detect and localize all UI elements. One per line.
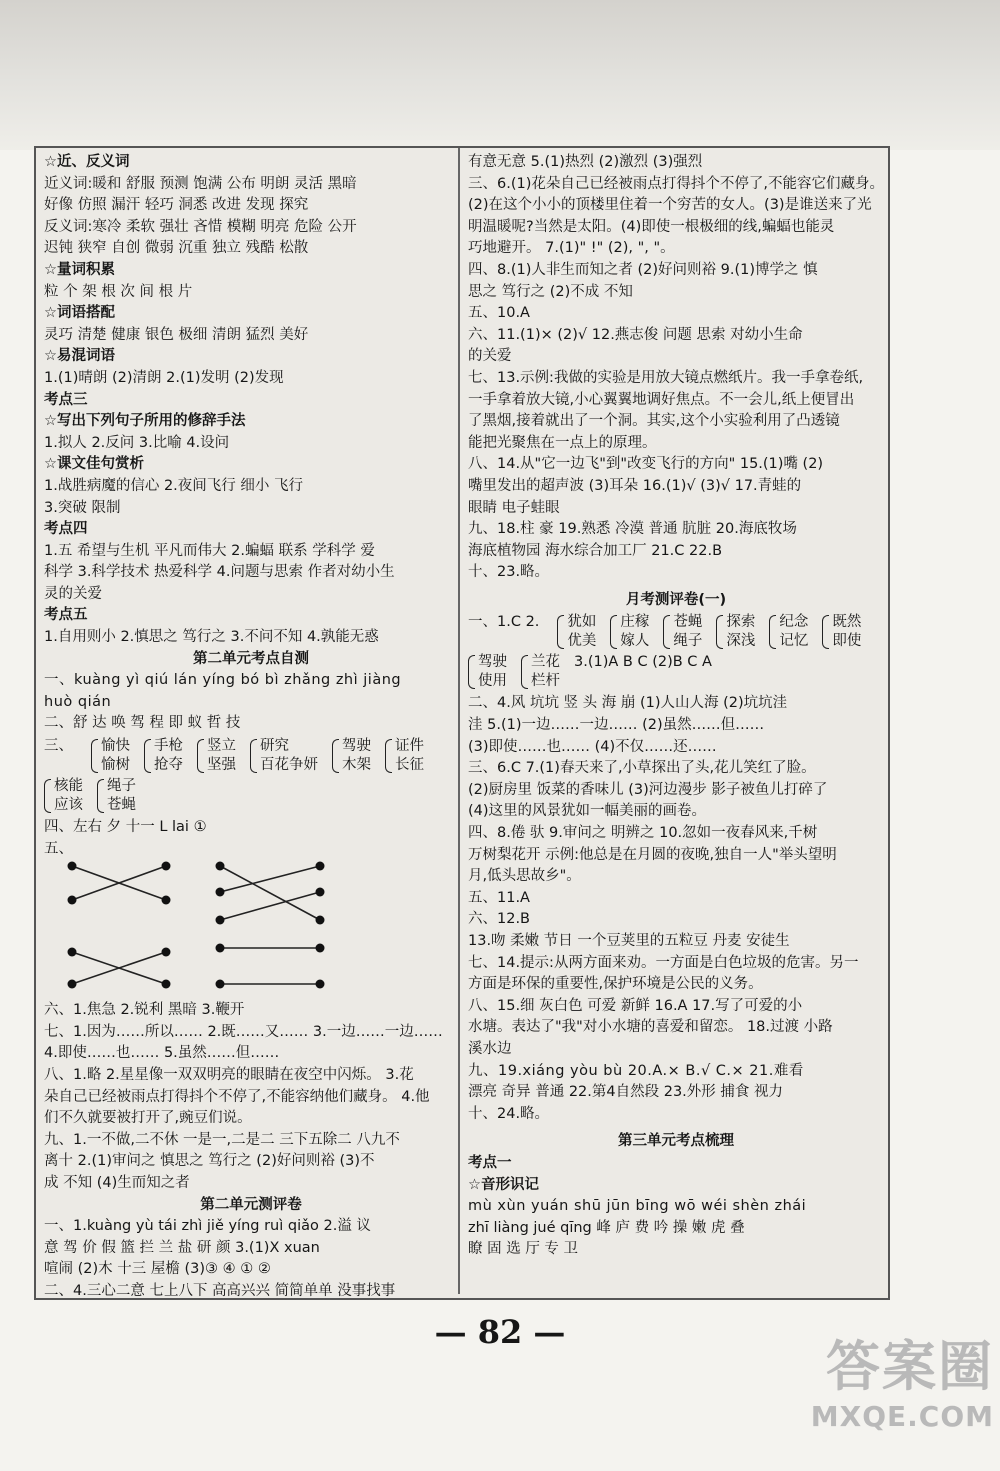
word-pair: 纪念 记忆: [769, 613, 808, 651]
word-pair: 庄稼 嫁人: [610, 613, 649, 651]
section-heading: ☆写出下列句子所用的修辞手法: [44, 413, 246, 430]
match-dot: [68, 948, 77, 957]
text-line: 洼 5.(1)一边……一边…… (2)虽然……但……: [468, 717, 765, 734]
word-pair: 兰花 栏杆: [521, 653, 560, 691]
text-line: 万树梨花开 示例:他总是在月圆的夜晚,独自一人"举头望明: [468, 846, 837, 863]
text-line: 1.(1)晴朗 (2)清朗 2.(1)发明 (2)发现: [44, 369, 284, 386]
text-line: 九、18.柱 豪 19.熟悉 冷漠 普通 肮脏 20.海底牧场: [468, 521, 797, 538]
text-line: 成 不知 (4)生而知之者: [44, 1174, 190, 1191]
text-line: 3.突破 限制: [44, 499, 121, 516]
word-pair: 研究 百花争妍: [250, 737, 318, 775]
text-line: (3)即使……也…… (4)不仅……还……: [468, 738, 717, 755]
section-heading: 考点三: [44, 391, 88, 408]
word-pair: 既然 即使: [822, 613, 861, 651]
column-divider: [458, 148, 460, 1294]
word-pair: 手枪 抢夺: [144, 737, 183, 775]
section-title: 第二单元考点自测: [193, 650, 309, 667]
match-dot: [316, 916, 325, 925]
text-line: 七、1.因为……所以…… 2.既……又…… 3.一边……一边……: [44, 1023, 443, 1040]
section-heading: ☆音形识记: [468, 1176, 539, 1193]
item-label: 三、: [44, 738, 73, 755]
match-dot: [316, 888, 325, 897]
section-title: 第三单元考点梳理: [618, 1133, 734, 1150]
match-dot: [162, 948, 171, 957]
text-line: 1.自用则小 2.慎思之 笃行之 3.不问不知 4.孰能无惑: [44, 629, 379, 646]
section-heading: 考点一: [468, 1154, 512, 1171]
section-heading: ☆易混词语: [44, 348, 115, 365]
text-line: 九、1.一不做,二不休 一是一,二是二 三下五除二 八九不: [44, 1131, 400, 1148]
text-line: zhī liàng jué qīng 峰 庐 费 吟 操 嫩 虎 叠: [468, 1219, 745, 1236]
text-line: 灵巧 清楚 健康 银色 极细 清朗 猛烈 美好: [44, 326, 309, 343]
word-pair-group: [468, 613, 884, 651]
text-line: 思之 笃行之 (2)不成 不知: [468, 283, 633, 300]
text-line: 九、19.xiáng yòu bù 20.A.× B.√ C.× 21.难看: [468, 1062, 804, 1079]
text-line: 一、1.kuàng yù tái zhì jiě yíng ruì qiǎo 2.溢 议: [44, 1218, 371, 1235]
section-heading: 考点四: [44, 521, 88, 538]
text-line: 六、11.(1)× (2)√ 12.燕志俊 问题 思索 对幼小生命: [468, 326, 803, 343]
text-line: 方面是环保的重要性,保护环境是公民的义务。: [468, 976, 763, 993]
word-pair: 驾驶 木架: [332, 737, 371, 775]
text-line: 八、14.从"它一边飞"到"改变飞行的方向" 15.(1)嘴 (2): [468, 456, 824, 473]
text-line: 八、1.略 2.星星像一双双明亮的眼睛在夜空中闪烁。 3.花: [44, 1067, 414, 1083]
match-dot: [316, 980, 325, 989]
text-line: 迟钝 狭窄 自创 微弱 沉重 独立 残酷 松散: [44, 240, 309, 257]
text-line: 五、11.A: [468, 889, 530, 906]
section-heading: ☆课文佳句赏析: [44, 456, 144, 473]
text-line: 漂亮 奇异 普通 22.第4自然段 23.外形 捕食 视力: [468, 1084, 783, 1101]
text-line: 了黑烟,接着就出了一个洞。其实,这个小实验利用了凸透镜: [468, 413, 840, 430]
text-line: 反义词:寒冷 柔软 强壮 吝惜 模糊 明亮 危险 公开: [44, 218, 357, 235]
scan-shadow: [0, 0, 1000, 150]
right-column: [468, 152, 884, 1261]
text-line: 喧闹 (2)木 十三 屋檐 (3)③ ④ ① ②: [44, 1261, 271, 1278]
text-line: 水塘。表达了"我"对小水塘的喜爱和留恋。 18.过渡 小路: [468, 1019, 833, 1036]
watermark-logo: 答案圈 MXQE.COM: [810, 1335, 994, 1433]
text-line: 1.拟人 2.反问 3.比喻 4.设问: [44, 434, 230, 451]
text-line: 4.即使……也…… 5.虽然……但……: [44, 1045, 280, 1062]
match-dot: [162, 862, 171, 871]
text-line: 巧地避开。 7.(1)" !" (2), ", "。: [468, 240, 675, 257]
text-line: 离十 2.(1)审问之 慎思之 笃行之 (2)好问则裕 (3)不: [44, 1153, 375, 1170]
word-pair-group: [44, 777, 458, 815]
match-dot: [162, 896, 171, 905]
word-pair: 苍蝇 绳子: [663, 613, 702, 651]
text-line: 13.吻 柔嫩 节日 一个豆荚里的五粒豆 丹麦 安徒生: [468, 933, 790, 949]
page-number: — 82 —: [434, 1313, 566, 1351]
text-line: 六、1.焦急 2.锐利 黑暗 3.鞭开: [44, 1002, 245, 1019]
text-line: 五、10.A: [468, 305, 530, 322]
word-pair-group: [468, 653, 884, 691]
text-line: 1.战胜病魔的信心 2.夜间飞行 细小 飞行: [44, 477, 303, 494]
text-line: 四、8.倦 驮 9.审问之 明辨之 10.忽如一夜春风来,千树: [468, 825, 818, 842]
item-label: 一、1.C 2.: [468, 614, 540, 631]
word-pair: 核能 应该: [44, 777, 83, 815]
match-dot: [216, 944, 225, 953]
text-line: 二、4.三心二意 七上八下 高高兴兴 简简单单 没事找事: [44, 1282, 396, 1299]
text-line: 能把光聚焦在一点上的原理。: [468, 434, 657, 451]
text-line: 近义词:暖和 舒服 预测 饱满 公布 明朗 灵活 黑暗: [44, 175, 357, 192]
section-title: 第二单元测评卷: [200, 1196, 302, 1213]
match-dot: [162, 980, 171, 989]
text-line: 四、左右 夕 十一 L lai ①: [44, 819, 207, 836]
text-line: 眼睛 电子蛙眼: [468, 499, 560, 516]
text-line: 四、8.(1)人非生而知之者 (2)好问则裕 9.(1)博学之 慎: [468, 261, 818, 278]
text-line: 三、6.(1)花朵自己已经被雨点打得抖个不停了,不能容它们藏身。: [468, 175, 884, 192]
section-heading: ☆词语搭配: [44, 305, 115, 322]
text-line: (4)这里的风景犹如一幅美丽的画卷。: [468, 803, 707, 820]
match-dot: [216, 980, 225, 989]
text-line: 1.五 希望与生机 平凡而伟大 2.蝙蝠 联系 学科学 爱: [44, 542, 375, 559]
text-line: 五、: [44, 840, 73, 857]
pinyin-line: mù xùn yuán shū jūn bīng wō wéi shèn zhái: [468, 1198, 807, 1215]
word-pair: 驾驶 使用: [468, 653, 507, 691]
matching-diagram: [58, 856, 348, 1004]
text-line: 七、14.提示:从两方面来劝。一方面是白色垃圾的危害。另一: [468, 954, 859, 971]
text-line: 月,低头思故乡"。: [468, 868, 581, 885]
text-line: 二、4.风 坑坑 竖 头 海 崩 (1)人山人海 (2)坑坑洼: [468, 695, 788, 712]
section-heading: 考点五: [44, 607, 88, 624]
match-dot: [68, 896, 77, 905]
word-pair-group: [44, 737, 458, 775]
text-line: 3.(1)A B C (2)B C A: [574, 654, 712, 671]
word-pair: 证件 长征: [385, 737, 424, 775]
text-line: 好像 仿照 漏汗 轻巧 洞悉 改进 发现 探究: [44, 197, 309, 214]
text-line: 溪水边: [468, 1040, 512, 1057]
text-line: 嘴里发出的超声波 (3)耳朵 16.(1)√ (3)√ 17.青蛙的: [468, 477, 802, 494]
text-line: 六、12.B: [468, 911, 531, 928]
left-column: [44, 152, 458, 1303]
match-dot: [68, 980, 77, 989]
text-line: 科学 3.科学技术 热爱科学 4.问题与思索 作者对幼小生: [44, 564, 395, 581]
text-line: 七、13.示例:我做的实验是用放大镜点燃纸片。我一手拿卷纸,: [468, 369, 864, 386]
section-heading: ☆近、反义词: [44, 154, 130, 170]
match-dot: [216, 888, 225, 897]
text-line: 灵的关爱: [44, 585, 102, 602]
text-line: 的关爱: [468, 348, 512, 365]
match-dot: [316, 944, 325, 953]
match-dot: [216, 862, 225, 871]
text-line: 三、6.C 7.(1)春天来了,小草探出了头,花儿笑红了脸。: [468, 760, 816, 777]
text-line: (2)在这个小小的顶楼里住着一个穷苦的女人。(3)是谁送来了光: [468, 197, 872, 214]
section-heading: ☆量词积累: [44, 261, 115, 278]
match-dot: [216, 916, 225, 925]
text-line: 十、23.略。: [468, 564, 550, 581]
word-pair: 绳子 苍蝇: [97, 777, 136, 815]
text-line: 粒 个 架 根 次 间 根 片: [44, 283, 193, 300]
word-pair: 愉快 愉树: [91, 737, 130, 775]
pinyin-line: huò qián: [44, 693, 112, 710]
word-pair: 探索 深浅: [716, 613, 755, 651]
text-line: 一手拿着放大镜,小心翼翼地调好焦点。不一会儿,纸上便冒出: [468, 391, 855, 408]
pinyin-line: 一、kuàng yì qiú lán yíng bó bì zhǎng zhì jiàng: [44, 672, 402, 689]
text-line: (2)厨房里 饭菜的香味儿 (3)河边漫步 影子被鱼儿打碎了: [468, 781, 828, 798]
text-line: 瞭 固 选 厅 专 卫: [468, 1241, 579, 1258]
text-line: 海底植物园 海水综合加工厂 21.C 22.B: [468, 542, 723, 559]
match-dot: [68, 862, 77, 871]
text-line: 明温暖呢?当然是太阳。(4)即使一根极细的线,蝙蝠也能灵: [468, 218, 835, 235]
text-line: 十、24.略。: [468, 1105, 550, 1122]
match-dot: [316, 862, 325, 871]
text-line: 二、舒 达 唤 驾 程 即 蚁 哲 技: [44, 715, 241, 732]
text-line: 朵自己已经被雨点打得抖个不停了,不能容纳他们藏身。 4.他: [44, 1088, 430, 1105]
word-pair: 犹如 优美: [557, 613, 596, 651]
text-line: 们不久就要被打开了,豌豆们说。: [44, 1110, 252, 1127]
text-line: 意 驾 价 假 篮 拦 兰 盐 研 颜 3.(1)X xuan: [44, 1239, 320, 1256]
word-pair: 竖立 坚强: [197, 737, 236, 775]
text-line: 有意无意 5.(1)热烈 (2)激烈 (3)强烈: [468, 154, 703, 170]
text-line: 八、15.细 灰白色 可爱 新鲜 16.A 17.写了可爱的小: [468, 997, 803, 1014]
section-title: 月考测评卷(一): [625, 591, 727, 608]
